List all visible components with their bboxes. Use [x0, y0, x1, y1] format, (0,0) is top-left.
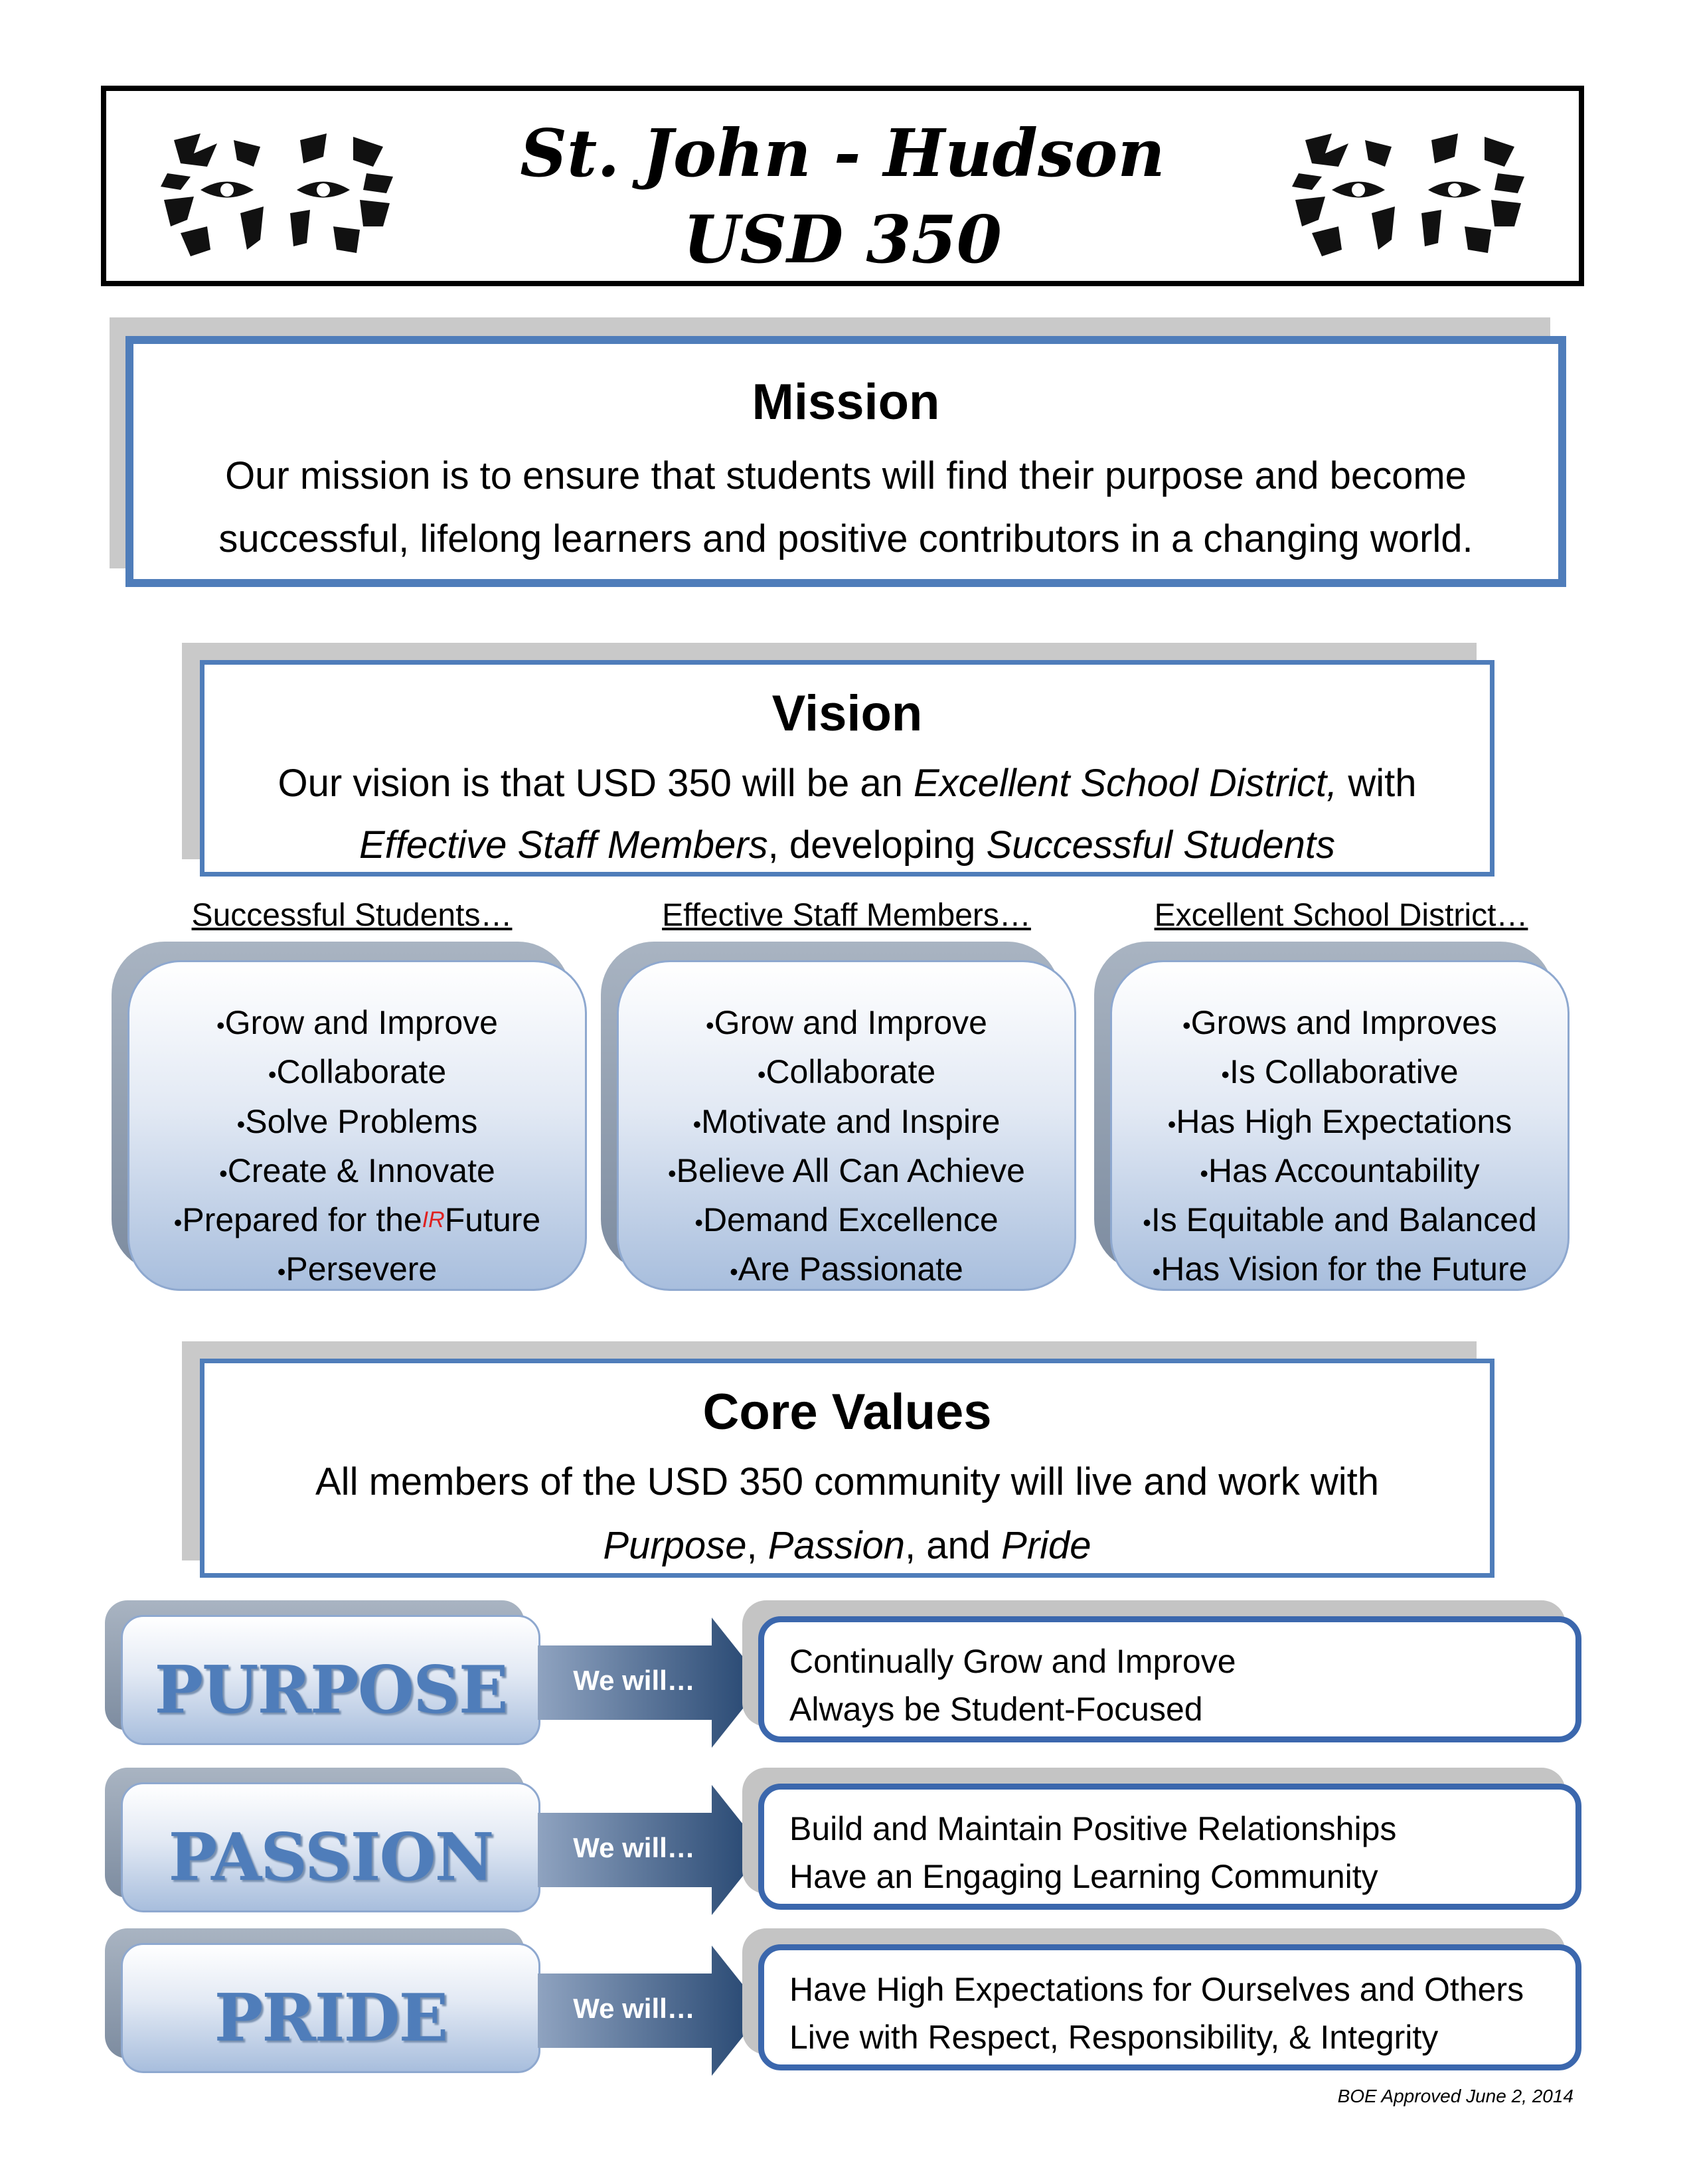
bullet: •: [1152, 1258, 1161, 1286]
header-title-line1: St. John - Hudson: [520, 116, 1165, 192]
bullet: •: [216, 1011, 225, 1039]
purpose-card: [121, 1615, 540, 1745]
value-word-purpose: PURPOSE: [154, 1652, 507, 1728]
core-values-line1: All members of the USD 350 community will live and work with: [315, 1460, 1379, 1503]
bullet: •: [236, 1110, 246, 1137]
we-will-label: We will…: [573, 1993, 695, 2024]
core-values-line2: Purpose, Passion, and Pride: [603, 1524, 1091, 1567]
statement-line: Build and Maintain Positive Relationships: [789, 1810, 1397, 1847]
list-item: •Grow and Improve: [216, 1004, 498, 1041]
list-item: •Believe All Can Achieve: [668, 1151, 1025, 1189]
tiger-eyes-icon: [1285, 127, 1531, 260]
bullet: •: [668, 1159, 677, 1187]
list-item: •Prepared for the$^{IR}$Future: [173, 1201, 541, 1239]
list-item: •Create & Innovate: [219, 1151, 495, 1189]
district-list: [1112, 999, 1568, 1296]
header-banner: [101, 86, 1584, 286]
approval-note: BOE Approved June 2, 2014: [1337, 2086, 1573, 2106]
passion-statement-box: [758, 1784, 1581, 1910]
handwritten-correction: IR: [422, 1207, 445, 1233]
column-heading-students: Successful Students…: [191, 898, 513, 933]
list-item: •Is Equitable and Balanced: [1143, 1201, 1537, 1239]
passion-card: [121, 1782, 540, 1912]
statement-line: Have High Expectations for Ourselves and Others: [789, 1971, 1524, 2008]
vision-line2-b: , developing: [767, 823, 987, 867]
bullet: •: [268, 1060, 277, 1088]
statement-line: Live with Respect, Responsibility, & Integrity: [789, 2019, 1439, 2056]
purpose-statement-box: [758, 1616, 1581, 1742]
bullet: •: [1200, 1159, 1209, 1187]
mission-heading: Mission: [752, 374, 940, 430]
bullet: •: [1143, 1209, 1151, 1236]
list-item: •Are Passionate: [730, 1250, 963, 1288]
pride-card: [121, 1943, 540, 2073]
vision-line1-b: Excellent School District,: [913, 762, 1338, 805]
bullet: •: [692, 1110, 702, 1137]
students-card: [127, 960, 587, 1291]
list-item: •Collaborate: [268, 1053, 447, 1091]
bullet: •: [277, 1258, 286, 1286]
pride-statement-box: [758, 1944, 1581, 2070]
bullet: •: [757, 1060, 766, 1088]
vision-line2: [204, 823, 1490, 867]
value-word-pride: PRIDE: [214, 1980, 447, 2057]
bullet: •: [1221, 1060, 1230, 1088]
value-word-passion: PASSION: [168, 1819, 493, 1896]
statement-line: Always be Student-Focused: [789, 1691, 1203, 1728]
core-values-box: [200, 1359, 1494, 1578]
vision-box: [200, 660, 1494, 877]
bullet: •: [219, 1159, 228, 1187]
list-item: •Grows and Improves: [1182, 1004, 1497, 1041]
bullet: •: [706, 1011, 714, 1039]
mission-line2: successful, lifelong learners and positive contributors in a changing world.: [218, 517, 1473, 560]
list-item: •Has High Expectations: [1167, 1102, 1512, 1140]
statement-line: Have an Engaging Learning Community: [789, 1858, 1378, 1895]
header-title-line2: USD 350: [683, 202, 1002, 278]
vision-heading: Vision: [771, 685, 923, 742]
bullet: •: [730, 1258, 738, 1286]
bullet: •: [173, 1209, 183, 1236]
list-item: •Has Accountability: [1200, 1151, 1480, 1189]
vision-line1: [204, 764, 1490, 803]
list-item: •Has Vision for the Future: [1152, 1250, 1528, 1288]
staff-list: [619, 999, 1074, 1296]
staff-card: [617, 960, 1076, 1291]
mission-line1: Our mission is to ensure that students will find their purpose and become: [225, 454, 1467, 497]
statement-line: Continually Grow and Improve: [789, 1643, 1236, 1680]
list-item: •Motivate and Inspire: [692, 1102, 1001, 1140]
list-item: •Grow and Improve: [706, 1004, 987, 1041]
list-item: •Demand Excellence: [694, 1201, 999, 1239]
vision-line1-c: with: [1337, 762, 1417, 805]
vision-line2-c: Successful Students: [986, 823, 1336, 867]
column-heading-district: Excellent School District…: [1154, 898, 1528, 933]
bullet: •: [1167, 1110, 1176, 1137]
core-values-heading: Core Values: [702, 1384, 992, 1440]
list-item: •Collaborate: [757, 1053, 936, 1091]
list-item: •Is Collaborative: [1221, 1053, 1459, 1091]
vision-line2-a: Effective Staff Members: [359, 823, 768, 867]
vision-line1-a: Our vision is that USD 350 will be an: [278, 762, 914, 805]
list-item: •Persevere: [277, 1250, 438, 1288]
bullet: •: [694, 1209, 703, 1236]
mission-box: [125, 336, 1566, 587]
district-card: [1110, 960, 1570, 1291]
list-item: •Solve Problems: [236, 1102, 478, 1140]
bullet: •: [1182, 1011, 1191, 1039]
students-list: [129, 999, 585, 1296]
we-will-label: We will…: [573, 1665, 695, 1696]
we-will-label: We will…: [573, 1832, 695, 1863]
column-heading-staff: Effective Staff Members…: [662, 898, 1031, 933]
